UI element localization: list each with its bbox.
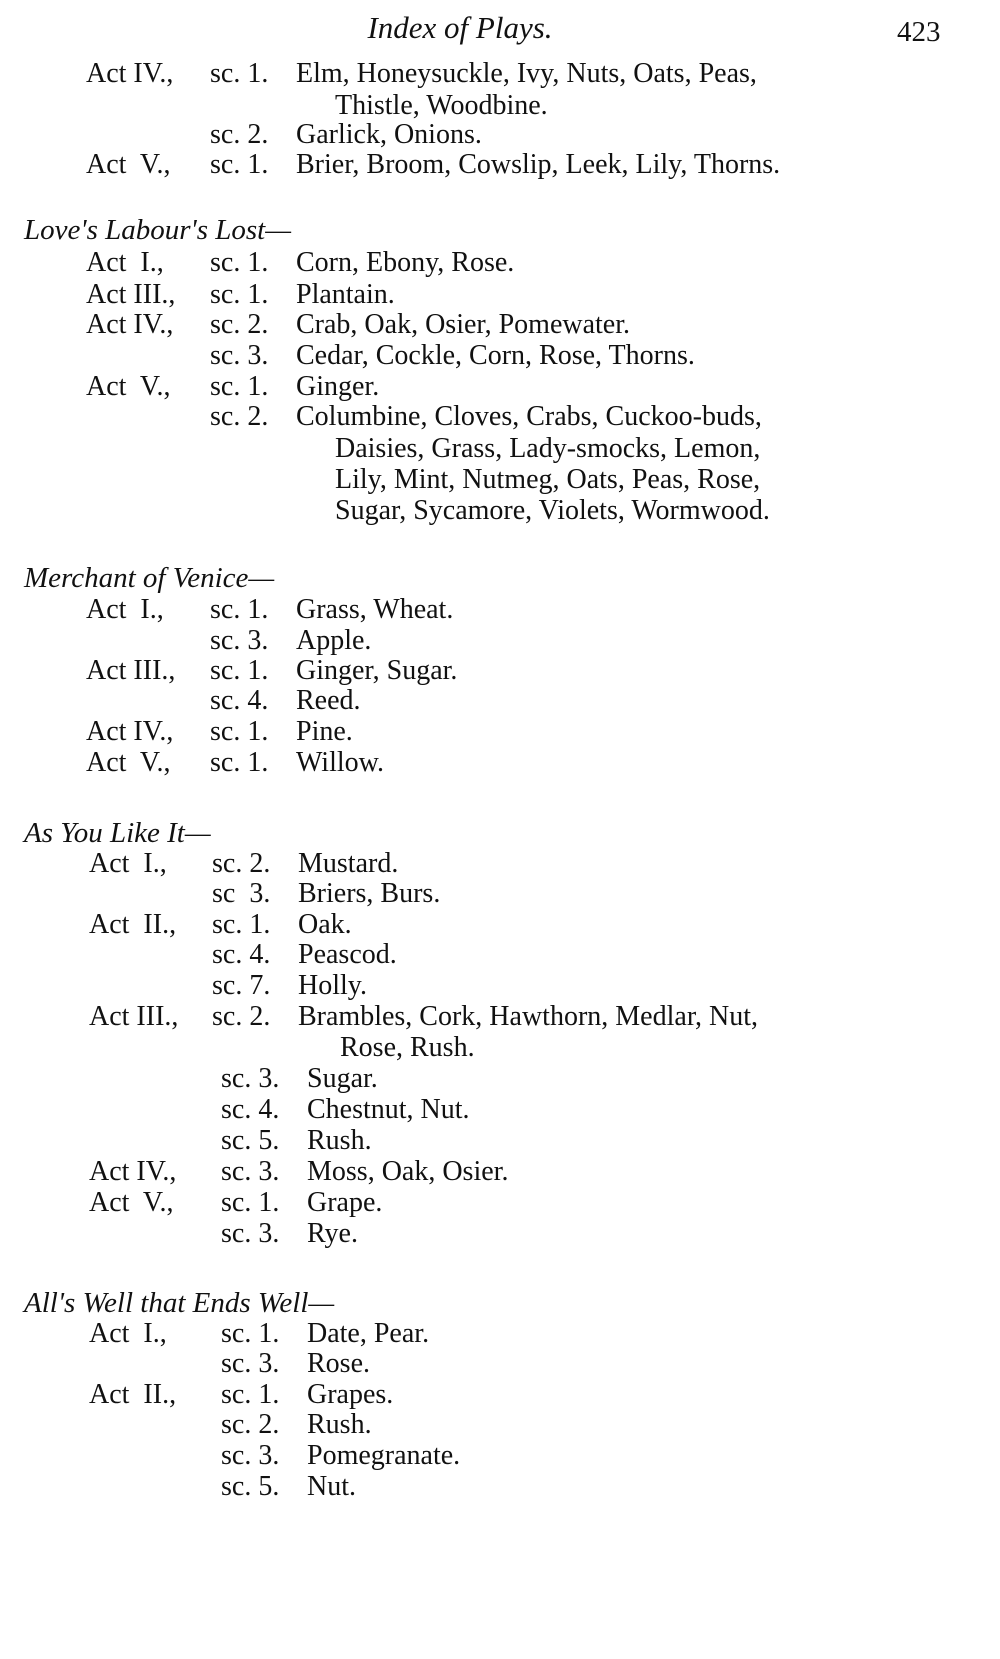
act-label: Act IV., [86,309,174,340]
scene-label: sc. 3. [210,625,269,656]
act-label: Act I., [86,247,164,278]
plant-list-continuation: Rose, Rush. [340,1032,475,1063]
plant-list-continuation: Lily, Mint, Nutmeg, Oats, Peas, Rose, [335,464,761,495]
index-entry [0,1318,1000,1350]
plant-list: Moss, Oak, Osier. [307,1156,509,1187]
index-entry [0,594,1000,626]
index-entry [0,279,1000,311]
play-title: All's Well that Ends Well— [24,1287,335,1319]
scene-label: sc. 1. [210,58,269,89]
act-label: Act I., [89,848,167,879]
scene-label: sc. 1. [210,716,269,747]
scene-label: sc. 1. [210,594,269,625]
plant-list: Rose. [307,1348,370,1379]
index-entry [0,909,1000,941]
index-entry [0,1187,1000,1219]
plant-list: Willow. [296,747,385,778]
scene-label: sc. 3. [221,1348,280,1379]
scene-label: sc 3. [212,878,271,909]
plant-list: Pomegranate. [307,1440,461,1471]
plant-list: Mustard. [298,848,399,879]
play-title: As You Like It— [24,817,211,849]
running-head [0,10,1000,54]
index-entry [0,1125,1000,1157]
act-label: Act I., [86,594,164,625]
index-entry [0,685,1000,717]
scene-label: sc. 2. [212,1001,271,1032]
index-entry [0,1409,1000,1441]
scene-label: sc. 3. [221,1218,280,1249]
index-entry [0,247,1000,279]
plant-list: Peascod. [298,939,397,970]
act-label: Act IV., [89,1156,177,1187]
scene-label: sc. 3. [221,1063,280,1094]
plant-list: Columbine, Cloves, Crabs, Cuckoo-buds, [296,401,762,432]
index-entry [0,149,1000,181]
plant-list: Rush. [307,1125,372,1156]
scene-label: sc. 1. [212,909,271,940]
index-entry [0,625,1000,657]
index-entry [0,939,1000,971]
index-entry [0,119,1000,151]
index-entry [0,1348,1000,1380]
plant-list: Ginger. [296,371,380,402]
scene-label: sc. 2. [210,309,269,340]
scene-label: sc. 5. [221,1471,280,1502]
scene-label: sc. 2. [210,401,269,432]
scene-label: sc. 1. [221,1379,280,1410]
plant-list: Apple. [296,625,372,656]
plant-list: Chestnut, Nut. [307,1094,470,1125]
scene-label: sc. 1. [221,1187,280,1218]
plant-list: Oak. [298,909,352,940]
index-entry [0,1094,1000,1126]
plant-list: Elm, Honeysuckle, Ivy, Nuts, Oats, Peas, [296,58,757,89]
plant-list: Plantain. [296,279,395,310]
index-entry [0,878,1000,910]
scene-label: sc. 4. [221,1094,280,1125]
plant-list-continuation: Daisies, Grass, Lady-smocks, Lemon, [335,433,761,464]
plant-list: Ginger, Sugar. [296,655,458,686]
plant-list-continuation: Sugar, Sycamore, Violets, Wormwood. [335,495,770,526]
plant-list: Rye. [307,1218,358,1249]
plant-list: Grass, Wheat. [296,594,454,625]
act-label: Act IV., [86,58,174,89]
index-entry [0,401,1000,526]
index-entry [0,1440,1000,1472]
play-title: Love's Labour's Lost— [24,214,292,246]
act-label: Act V., [86,149,171,180]
plant-list: Garlick, Onions. [296,119,482,150]
plant-list: Pine. [296,716,353,747]
act-label: Act V., [86,747,171,778]
scene-label: sc. 4. [212,939,271,970]
index-entry [0,747,1000,779]
plant-list: Rush. [307,1409,372,1440]
scene-label: sc. 3. [221,1440,280,1471]
plant-list: Cedar, Cockle, Corn, Rose, Thorns. [296,340,695,371]
scene-label: sc. 1. [210,247,269,278]
play-title: Merchant of Venice— [24,562,275,594]
act-label: Act III., [86,279,176,310]
scene-label: sc. 1. [210,747,269,778]
scene-label: sc. 1. [210,149,269,180]
act-label: Act IV., [86,716,174,747]
act-label: Act III., [89,1001,179,1032]
act-label: Act V., [86,371,171,402]
plant-list: Brambles, Cork, Hawthorn, Medlar, Nut, [298,1001,759,1032]
scene-label: sc. 1. [210,655,269,686]
index-entry [0,1063,1000,1095]
index-entry [0,970,1000,1002]
plant-list-continuation: Thistle, Woodbine. [335,90,548,121]
plant-list: Corn, Ebony, Rose. [296,247,515,278]
index-entry [0,1218,1000,1250]
plant-list: Sugar. [307,1063,378,1094]
act-label: Act III., [86,655,176,686]
page-number: 423 [897,16,941,48]
plant-list: Crab, Oak, Osier, Pomewater. [296,309,631,340]
plant-list: Brier, Broom, Cowslip, Leek, Lily, Thorns. [296,149,781,180]
index-entry [0,1379,1000,1411]
scene-label: sc. 3. [221,1156,280,1187]
index-entry [0,1001,1000,1063]
plant-list: Reed. [296,685,361,716]
scene-label: sc. 2. [221,1409,280,1440]
index-entry [0,1471,1000,1503]
scene-label: sc. 1. [221,1318,280,1349]
index-entry [0,716,1000,748]
index-entry [0,848,1000,880]
scene-label: sc. 3. [210,340,269,371]
act-label: Act I., [89,1318,167,1349]
plant-list: Grapes. [307,1379,394,1410]
scene-label: sc. 5. [221,1125,280,1156]
plant-list: Holly. [298,970,367,1001]
index-entry [0,371,1000,403]
index-entry [0,1156,1000,1188]
plant-list: Grape. [307,1187,383,1218]
scene-label: sc. 4. [210,685,269,716]
scene-label: sc. 7. [212,970,271,1001]
index-entry [0,655,1000,687]
plant-list: Briers, Burs. [298,878,441,909]
plant-list: Nut. [307,1471,356,1502]
scene-label: sc. 2. [210,119,269,150]
index-entry [0,340,1000,372]
plant-list: Date, Pear. [307,1318,430,1349]
act-label: Act II., [89,909,177,940]
scene-label: sc. 1. [210,371,269,402]
act-label: Act V., [89,1187,174,1218]
index-entry [0,58,1000,121]
act-label: Act II., [89,1379,177,1410]
running-title: Index of Plays. [367,10,553,45]
scene-label: sc. 2. [212,848,271,879]
scene-label: sc. 1. [210,279,269,310]
index-entry [0,309,1000,341]
